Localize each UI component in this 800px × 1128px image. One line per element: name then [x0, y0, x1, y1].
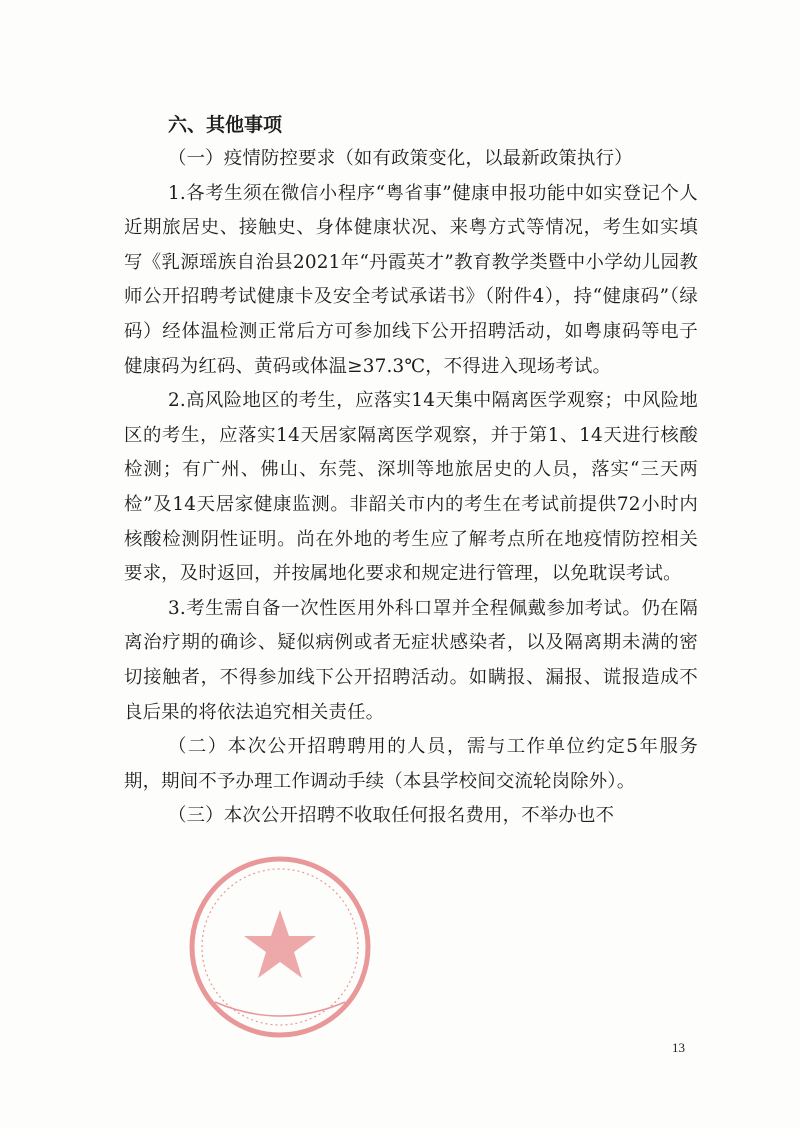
paragraph-service-period: （二）本次公开招聘聘用的人员，需与工作单位约定5年服务期，期间不予办理工作调动手续（本县学校间交流轮岗除外）。 — [124, 736, 698, 792]
section-heading: 六、其他事项 — [168, 114, 283, 136]
paragraph-epidemic-title: （一）疫情防控要求（如有政策变化，以最新政策执行） — [168, 148, 633, 169]
paragraph-no-fees: （三）本次公开招聘不收取任何报名费用，不举办也不 — [168, 805, 615, 827]
paragraph-risk-areas: 2.高风险地区的考生，应落实14天集中隔离医学观察；中风险地区的考生，应落实14天居家隔离医学观察，并于第1、14天进行核酸检测；有广州、佛山、东莞、深圳等地旅居史的人员，落实“三天两检”及14天居家健康监测。非韶关市内的考生在考试前提供72小时内核酸检测阴性证明。尚在外地的考生应了解考点所在地疫情防控相关要求，及时返回，并按属地化要求和规定进行管理，以免耽误考试。 — [124, 390, 698, 585]
document-body — [124, 108, 698, 834]
paragraph-health-declaration: 1.各考生须在微信小程序“粤省事”健康申报功能中如实登记个人近期旅居史、接触史、身体健康状况、来粤方式等情况，考生如实填写《乳源瑶族自治县2021年“丹霞英才”教育教学类暨中小学幼儿园教师公开招聘考试健康卡及安全考试承诺书》（附件4），持“健康码”（绿码）经体温检测正常后方可参加线下公开招聘活动，如粤康码等电子健康码为红码、黄码或体温≥37.3℃，不得进入现场考试。 — [124, 182, 698, 377]
red-star-seal-icon — [185, 852, 375, 1042]
paragraph-masks: 3.考生需自备一次性医用外科口罩并全程佩戴参加考试。仍在隔离治疗期的确诊、疑似病例或者无症状感染者，以及隔离期未满的密切接触者，不得参加线下公开招聘活动。如瞒报、漏报、谎报造成不良后果的将依法追究相关责任。 — [124, 597, 698, 723]
page-number: 13 — [672, 1040, 685, 1055]
